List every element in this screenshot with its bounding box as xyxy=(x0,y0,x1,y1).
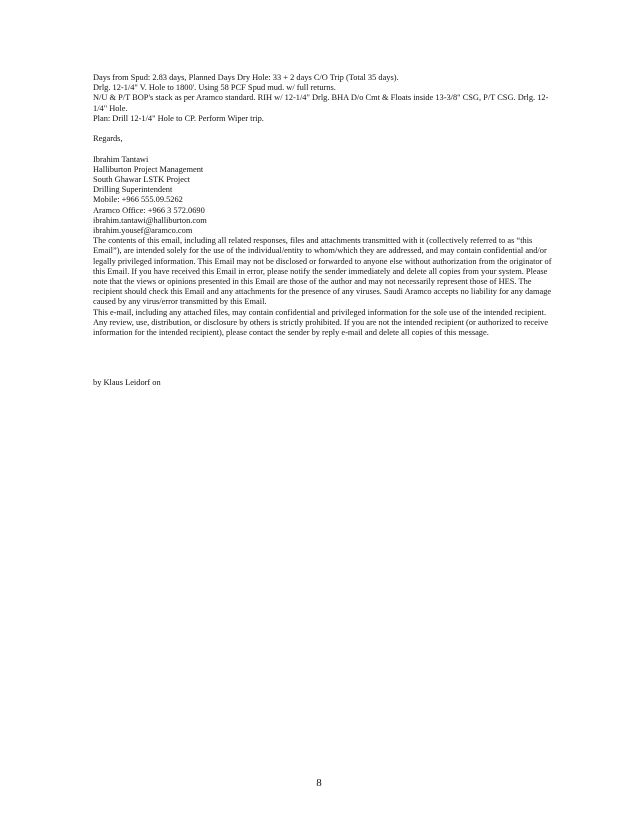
signature-email-halliburton: ibrahim.tantawi@halliburton.com xyxy=(93,215,207,225)
signature-org: Halliburton Project Management xyxy=(93,164,204,174)
disclaimer-paragraph-2: This e-mail, including any attached files, may contain confidential and privileged information for the sole use of the intended recipient. Any review, use, distribution, or disclosure by others is strictly prohibited. If you are not the intended recipient (or authorized to receive information for the intended recipient), please contact the sender by reply e-mail and delete all copies of this message. xyxy=(93,307,549,338)
closing-regards: Regards, xyxy=(93,134,123,144)
disclaimer-block xyxy=(93,236,553,338)
spacer xyxy=(93,144,553,154)
report-line-drilling: Drlg. 12-1/4" V. Hole to 1800'. Using 58 PCF Spud mud. w/ full returns. xyxy=(93,83,336,93)
report-line-bop: N/U & P/T BOP's stack as per Aramco standard. RIH w/ 12-1/4" Drlg. BHA D/o Cmt & Floats inside 13-3/8" CSG, P/T CSG. Drlg. 12-1/4" Hole. xyxy=(93,93,549,113)
drilling-report xyxy=(93,73,553,124)
spacer xyxy=(93,338,553,378)
signature-name: Ibrahim Tantawi xyxy=(93,154,149,164)
photo-byline: by Klaus Leidorf on xyxy=(93,378,161,388)
signature-title: Drilling Superintendent xyxy=(93,185,173,195)
spacer xyxy=(93,124,553,134)
report-line-plan: Plan: Drill 12-1/4" Hole to CP. Perform Wiper trip. xyxy=(93,113,264,123)
signature-block xyxy=(93,155,553,237)
signature-mobile: Mobile: +966 555.09.5262 xyxy=(93,195,183,205)
report-line-days: Days from Spud: 2.83 days, Planned Days Dry Hole: 33 + 2 days C/O Trip (Total 35 days). xyxy=(93,73,399,82)
disclaimer-paragraph-1: The contents of this email, including all related responses, files and attachments transmitted with it (collectively referred to as “this Email”), are intended solely for the use of the individual/entity to whom/which they are addressed, and may contain confidential and/or legally privileged information. This Email may not be disclosed or forwarded to anyone else without authorization from the originator of this Email. If you have received this Email in error, please notify the sender immediately and delete all copies from your system. Please note that the views or opinions presented in this Email are those of the author and may not necessarily represent those of HES. The recipient should check this Email and any attachments for the presence of any viruses. Saudi Aramco accepts no liability for any damage caused by any virus/error transmitted by this Email. xyxy=(93,236,552,307)
signature-project: South Ghawar LSTK Project xyxy=(93,175,190,184)
email-body xyxy=(93,73,553,388)
signature-office-phone: Aramco Office: +966 3 572.0690 xyxy=(93,205,205,215)
page-number: 8 xyxy=(316,777,322,789)
signature-email-aramco: ibrahim.yousef@aramco.com xyxy=(93,226,193,236)
